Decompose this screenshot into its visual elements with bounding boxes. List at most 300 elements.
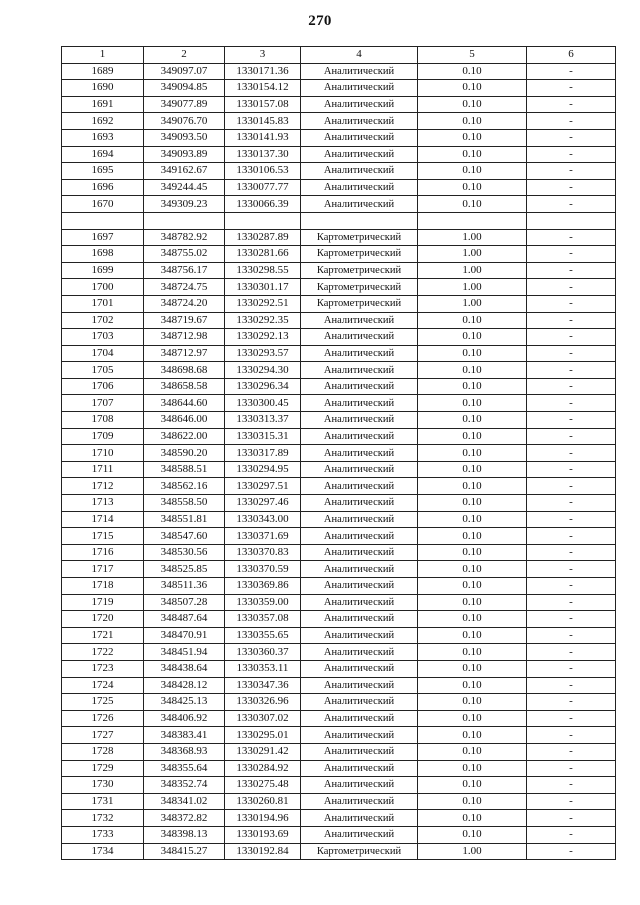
cell-point-number: 1712 [62, 478, 144, 495]
cell-accuracy: 0.10 [418, 528, 527, 545]
cell-x-coordinate: 349097.07 [144, 63, 225, 80]
cell-y-coordinate: 1330260.81 [225, 793, 301, 810]
cell-accuracy: 0.10 [418, 594, 527, 611]
cell-x-coordinate: 348698.68 [144, 362, 225, 379]
table-row [62, 229, 616, 246]
table-row [62, 412, 616, 429]
cell-x-coordinate: 348755.02 [144, 246, 225, 263]
cell-method: Аналитический [301, 677, 418, 694]
cell-method: Аналитический [301, 146, 418, 163]
cell-x-coordinate: 348406.92 [144, 710, 225, 727]
cell-point-number: 1734 [62, 843, 144, 860]
cell-method: Аналитический [301, 760, 418, 777]
cell-y-coordinate: 1330369.86 [225, 578, 301, 595]
table-row [62, 677, 616, 694]
cell-method: Картометрический [301, 262, 418, 279]
cell-method: Аналитический [301, 495, 418, 512]
cell-x-coordinate: 348383.41 [144, 727, 225, 744]
cell-description: - [527, 495, 616, 512]
cell-description: - [527, 196, 616, 213]
cell-description: - [527, 362, 616, 379]
table-row [62, 196, 616, 213]
cell-y-coordinate: 1330292.13 [225, 329, 301, 346]
cell-method: Аналитический [301, 528, 418, 545]
cell-x-coordinate: 348507.28 [144, 594, 225, 611]
cell-point-number: 1708 [62, 412, 144, 429]
table-row [62, 329, 616, 346]
cell-y-coordinate: 1330193.69 [225, 826, 301, 843]
cell-accuracy: 0.10 [418, 428, 527, 445]
cell-point-number: 1733 [62, 826, 144, 843]
cell-accuracy: 0.10 [418, 179, 527, 196]
cell-description: - [527, 428, 616, 445]
cell-method [301, 212, 418, 229]
cell-accuracy: 0.10 [418, 345, 527, 362]
table-row [62, 611, 616, 628]
cell-accuracy: 0.10 [418, 113, 527, 130]
cell-description: - [527, 329, 616, 346]
cell-accuracy: 1.00 [418, 229, 527, 246]
table-row [62, 80, 616, 97]
cell-point-number: 1731 [62, 793, 144, 810]
table-row [62, 246, 616, 263]
cell-description: - [527, 96, 616, 113]
table-row [62, 378, 616, 395]
cell-method: Аналитический [301, 96, 418, 113]
cell-y-coordinate: 1330326.96 [225, 694, 301, 711]
table-row [62, 627, 616, 644]
cell-x-coordinate: 348451.94 [144, 644, 225, 661]
cell-y-coordinate: 1330293.57 [225, 345, 301, 362]
cell-method: Аналитический [301, 179, 418, 196]
cell-x-coordinate: 348487.64 [144, 611, 225, 628]
cell-method: Аналитический [301, 694, 418, 711]
cell-x-coordinate: 348558.50 [144, 495, 225, 512]
cell-point-number: 1705 [62, 362, 144, 379]
cell-accuracy: 0.10 [418, 96, 527, 113]
cell-point-number: 1693 [62, 129, 144, 146]
cell-y-coordinate: 1330291.42 [225, 743, 301, 760]
cell-description: - [527, 544, 616, 561]
cell-description: - [527, 594, 616, 611]
cell-x-coordinate: 348756.17 [144, 262, 225, 279]
cell-x-coordinate: 348511.36 [144, 578, 225, 595]
cell-y-coordinate: 1330297.46 [225, 495, 301, 512]
table-row [62, 129, 616, 146]
cell-point-number: 1719 [62, 594, 144, 611]
cell-accuracy: 1.00 [418, 246, 527, 263]
cell-x-coordinate: 349162.67 [144, 163, 225, 180]
cell-description [527, 212, 616, 229]
cell-point-number: 1703 [62, 329, 144, 346]
cell-x-coordinate: 348398.13 [144, 826, 225, 843]
table-row [62, 113, 616, 130]
column-header-x: 2 [144, 47, 225, 64]
table-row [62, 760, 616, 777]
cell-y-coordinate: 1330343.00 [225, 511, 301, 528]
table-row [62, 362, 616, 379]
cell-accuracy: 0.10 [418, 146, 527, 163]
cell-point-number: 1726 [62, 710, 144, 727]
cell-method: Аналитический [301, 826, 418, 843]
cell-x-coordinate: 348712.98 [144, 329, 225, 346]
cell-point-number: 1701 [62, 295, 144, 312]
cell-y-coordinate: 1330370.59 [225, 561, 301, 578]
cell-y-coordinate: 1330154.12 [225, 80, 301, 97]
column-header-accuracy: 5 [418, 47, 527, 64]
cell-x-coordinate: 348588.51 [144, 461, 225, 478]
cell-method: Аналитический [301, 793, 418, 810]
table-row [62, 561, 616, 578]
cell-accuracy: 1.00 [418, 295, 527, 312]
cell-x-coordinate [144, 212, 225, 229]
cell-description: - [527, 826, 616, 843]
cell-description: - [527, 843, 616, 860]
cell-point-number: 1717 [62, 561, 144, 578]
cell-accuracy: 0.10 [418, 826, 527, 843]
cell-x-coordinate: 348551.81 [144, 511, 225, 528]
cell-point-number: 1695 [62, 163, 144, 180]
table-header-row [62, 47, 616, 64]
cell-x-coordinate: 348428.12 [144, 677, 225, 694]
table-row [62, 179, 616, 196]
cell-y-coordinate: 1330371.69 [225, 528, 301, 545]
cell-method: Аналитический [301, 810, 418, 827]
cell-method: Аналитический [301, 743, 418, 760]
cell-point-number: 1716 [62, 544, 144, 561]
cell-accuracy: 0.10 [418, 677, 527, 694]
cell-x-coordinate: 348415.27 [144, 843, 225, 860]
cell-point-number: 1720 [62, 611, 144, 628]
cell-point-number: 1696 [62, 179, 144, 196]
cell-method: Аналитический [301, 129, 418, 146]
cell-accuracy: 0.10 [418, 395, 527, 412]
cell-description: - [527, 163, 616, 180]
cell-method: Аналитический [301, 611, 418, 628]
cell-y-coordinate: 1330287.89 [225, 229, 301, 246]
cell-y-coordinate: 1330106.53 [225, 163, 301, 180]
cell-point-number: 1713 [62, 495, 144, 512]
table-row [62, 826, 616, 843]
cell-description: - [527, 246, 616, 263]
cell-description: - [527, 627, 616, 644]
cell-accuracy: 0.10 [418, 743, 527, 760]
cell-method: Картометрический [301, 295, 418, 312]
cell-y-coordinate: 1330137.30 [225, 146, 301, 163]
cell-x-coordinate: 348470.91 [144, 627, 225, 644]
cell-method: Аналитический [301, 329, 418, 346]
cell-x-coordinate: 348341.02 [144, 793, 225, 810]
cell-x-coordinate: 349076.70 [144, 113, 225, 130]
cell-x-coordinate: 348372.82 [144, 810, 225, 827]
cell-y-coordinate: 1330360.37 [225, 644, 301, 661]
cell-method: Картометрический [301, 279, 418, 296]
cell-y-coordinate: 1330284.92 [225, 760, 301, 777]
table-row [62, 727, 616, 744]
cell-description: - [527, 760, 616, 777]
table-row [62, 461, 616, 478]
cell-description: - [527, 793, 616, 810]
table-row [62, 146, 616, 163]
cell-description: - [527, 229, 616, 246]
cell-accuracy: 0.10 [418, 329, 527, 346]
column-header-point-number: 1 [62, 47, 144, 64]
cell-y-coordinate: 1330359.00 [225, 594, 301, 611]
table-row [62, 578, 616, 595]
table-row [62, 262, 616, 279]
table-row [62, 644, 616, 661]
table-body [62, 63, 616, 860]
table-row [62, 511, 616, 528]
table-row [62, 660, 616, 677]
table-row [62, 810, 616, 827]
cell-x-coordinate: 348590.20 [144, 445, 225, 462]
table-row [62, 395, 616, 412]
cell-method: Аналитический [301, 777, 418, 794]
table-row [62, 594, 616, 611]
cell-description: - [527, 129, 616, 146]
cell-method: Аналитический [301, 63, 418, 80]
table-row [62, 345, 616, 362]
cell-accuracy: 0.10 [418, 561, 527, 578]
table-row [62, 793, 616, 810]
cell-accuracy: 0.10 [418, 727, 527, 744]
cell-y-coordinate: 1330281.66 [225, 246, 301, 263]
cell-point-number: 1725 [62, 694, 144, 711]
cell-point-number: 1724 [62, 677, 144, 694]
cell-method: Аналитический [301, 561, 418, 578]
cell-y-coordinate: 1330292.35 [225, 312, 301, 329]
cell-y-coordinate: 1330313.37 [225, 412, 301, 429]
cell-accuracy: 0.10 [418, 63, 527, 80]
cell-y-coordinate [225, 212, 301, 229]
cell-x-coordinate: 348438.64 [144, 660, 225, 677]
cell-y-coordinate: 1330370.83 [225, 544, 301, 561]
cell-method: Картометрический [301, 246, 418, 263]
cell-description: - [527, 511, 616, 528]
cell-description: - [527, 528, 616, 545]
cell-accuracy: 1.00 [418, 262, 527, 279]
coordinates-table [61, 46, 616, 860]
cell-point-number: 1732 [62, 810, 144, 827]
cell-y-coordinate: 1330294.95 [225, 461, 301, 478]
cell-accuracy: 0.10 [418, 760, 527, 777]
cell-description: - [527, 578, 616, 595]
table-row [62, 528, 616, 545]
column-header-description: 6 [527, 47, 616, 64]
cell-description: - [527, 80, 616, 97]
cell-method: Аналитический [301, 345, 418, 362]
cell-accuracy: 0.10 [418, 611, 527, 628]
cell-method: Аналитический [301, 594, 418, 611]
cell-description: - [527, 727, 616, 744]
cell-method: Аналитический [301, 163, 418, 180]
cell-x-coordinate: 348719.67 [144, 312, 225, 329]
cell-x-coordinate: 348547.60 [144, 528, 225, 545]
cell-x-coordinate: 348622.00 [144, 428, 225, 445]
table-row [62, 279, 616, 296]
cell-x-coordinate: 349094.85 [144, 80, 225, 97]
cell-point-number: 1730 [62, 777, 144, 794]
cell-y-coordinate: 1330355.65 [225, 627, 301, 644]
cell-point-number: 1689 [62, 63, 144, 80]
cell-description: - [527, 412, 616, 429]
cell-x-coordinate: 348368.93 [144, 743, 225, 760]
cell-y-coordinate: 1330347.36 [225, 677, 301, 694]
cell-x-coordinate: 348525.85 [144, 561, 225, 578]
cell-accuracy: 0.10 [418, 710, 527, 727]
table-row [62, 843, 616, 860]
cell-method: Аналитический [301, 461, 418, 478]
cell-y-coordinate: 1330295.01 [225, 727, 301, 744]
cell-point-number: 1700 [62, 279, 144, 296]
cell-description: - [527, 644, 616, 661]
cell-accuracy: 0.10 [418, 312, 527, 329]
cell-x-coordinate: 349077.89 [144, 96, 225, 113]
cell-method: Аналитический [301, 727, 418, 744]
cell-point-number: 1721 [62, 627, 144, 644]
cell-description: - [527, 694, 616, 711]
cell-accuracy: 1.00 [418, 843, 527, 860]
table-row [62, 478, 616, 495]
cell-description: - [527, 743, 616, 760]
cell-x-coordinate: 348782.92 [144, 229, 225, 246]
cell-x-coordinate: 348724.20 [144, 295, 225, 312]
cell-method: Аналитический [301, 113, 418, 130]
cell-y-coordinate: 1330357.08 [225, 611, 301, 628]
cell-point-number: 1718 [62, 578, 144, 595]
cell-accuracy: 0.10 [418, 196, 527, 213]
cell-method: Аналитический [301, 578, 418, 595]
cell-point-number: 1707 [62, 395, 144, 412]
cell-y-coordinate: 1330141.93 [225, 129, 301, 146]
cell-accuracy: 0.10 [418, 412, 527, 429]
cell-x-coordinate: 348644.60 [144, 395, 225, 412]
cell-point-number: 1698 [62, 246, 144, 263]
table-row [62, 312, 616, 329]
cell-x-coordinate: 348724.75 [144, 279, 225, 296]
cell-point-number: 1722 [62, 644, 144, 661]
table-row [62, 163, 616, 180]
cell-y-coordinate: 1330171.36 [225, 63, 301, 80]
cell-accuracy: 0.10 [418, 478, 527, 495]
cell-method: Аналитический [301, 378, 418, 395]
cell-accuracy: 0.10 [418, 777, 527, 794]
cell-method: Аналитический [301, 710, 418, 727]
cell-accuracy: 0.10 [418, 378, 527, 395]
cell-point-number: 1714 [62, 511, 144, 528]
cell-point-number: 1670 [62, 196, 144, 213]
cell-y-coordinate: 1330317.89 [225, 445, 301, 462]
cell-accuracy: 0.10 [418, 445, 527, 462]
cell-y-coordinate: 1330294.30 [225, 362, 301, 379]
cell-x-coordinate: 349093.89 [144, 146, 225, 163]
cell-method: Аналитический [301, 660, 418, 677]
cell-accuracy: 0.10 [418, 80, 527, 97]
cell-accuracy: 0.10 [418, 627, 527, 644]
cell-y-coordinate: 1330298.55 [225, 262, 301, 279]
cell-point-number: 1692 [62, 113, 144, 130]
column-header-y: 3 [225, 47, 301, 64]
cell-y-coordinate: 1330077.77 [225, 179, 301, 196]
cell-y-coordinate: 1330145.83 [225, 113, 301, 130]
cell-point-number: 1728 [62, 743, 144, 760]
cell-method: Аналитический [301, 412, 418, 429]
cell-x-coordinate: 348352.74 [144, 777, 225, 794]
cell-description: - [527, 345, 616, 362]
cell-y-coordinate: 1330275.48 [225, 777, 301, 794]
cell-accuracy: 0.10 [418, 810, 527, 827]
cell-point-number: 1729 [62, 760, 144, 777]
cell-description: - [527, 262, 616, 279]
cell-description: - [527, 378, 616, 395]
cell-description: - [527, 810, 616, 827]
cell-x-coordinate: 349309.23 [144, 196, 225, 213]
cell-y-coordinate: 1330066.39 [225, 196, 301, 213]
cell-description: - [527, 146, 616, 163]
cell-accuracy: 0.10 [418, 793, 527, 810]
cell-point-number: 1690 [62, 80, 144, 97]
cell-accuracy: 0.10 [418, 461, 527, 478]
table-row [62, 445, 616, 462]
cell-method: Аналитический [301, 395, 418, 412]
cell-description: - [527, 312, 616, 329]
cell-description: - [527, 660, 616, 677]
cell-method: Аналитический [301, 445, 418, 462]
cell-accuracy: 0.10 [418, 644, 527, 661]
cell-y-coordinate: 1330301.17 [225, 279, 301, 296]
cell-accuracy: 0.10 [418, 362, 527, 379]
cell-accuracy [418, 212, 527, 229]
table-row [62, 544, 616, 561]
cell-method: Аналитический [301, 196, 418, 213]
cell-x-coordinate: 348355.64 [144, 760, 225, 777]
cell-point-number: 1727 [62, 727, 144, 744]
cell-accuracy: 0.10 [418, 511, 527, 528]
cell-point-number: 1715 [62, 528, 144, 545]
cell-description: - [527, 113, 616, 130]
cell-y-coordinate: 1330192.84 [225, 843, 301, 860]
cell-method: Аналитический [301, 627, 418, 644]
cell-x-coordinate: 348646.00 [144, 412, 225, 429]
cell-accuracy: 0.10 [418, 495, 527, 512]
cell-accuracy: 0.10 [418, 129, 527, 146]
cell-description: - [527, 677, 616, 694]
cell-accuracy: 0.10 [418, 578, 527, 595]
cell-point-number: 1702 [62, 312, 144, 329]
column-header-method: 4 [301, 47, 418, 64]
cell-description: - [527, 279, 616, 296]
cell-description: - [527, 611, 616, 628]
cell-method: Аналитический [301, 644, 418, 661]
cell-method: Аналитический [301, 362, 418, 379]
cell-accuracy: 0.10 [418, 544, 527, 561]
table-row [62, 694, 616, 711]
cell-description: - [527, 777, 616, 794]
cell-point-number: 1694 [62, 146, 144, 163]
cell-method: Аналитический [301, 511, 418, 528]
table-row [62, 710, 616, 727]
cell-point-number: 1691 [62, 96, 144, 113]
cell-y-coordinate: 1330296.34 [225, 378, 301, 395]
cell-point-number: 1697 [62, 229, 144, 246]
table-row [62, 495, 616, 512]
cell-x-coordinate: 348425.13 [144, 694, 225, 711]
cell-accuracy: 1.00 [418, 279, 527, 296]
cell-method: Картометрический [301, 843, 418, 860]
cell-point-number: 1710 [62, 445, 144, 462]
cell-point-number: 1711 [62, 461, 144, 478]
